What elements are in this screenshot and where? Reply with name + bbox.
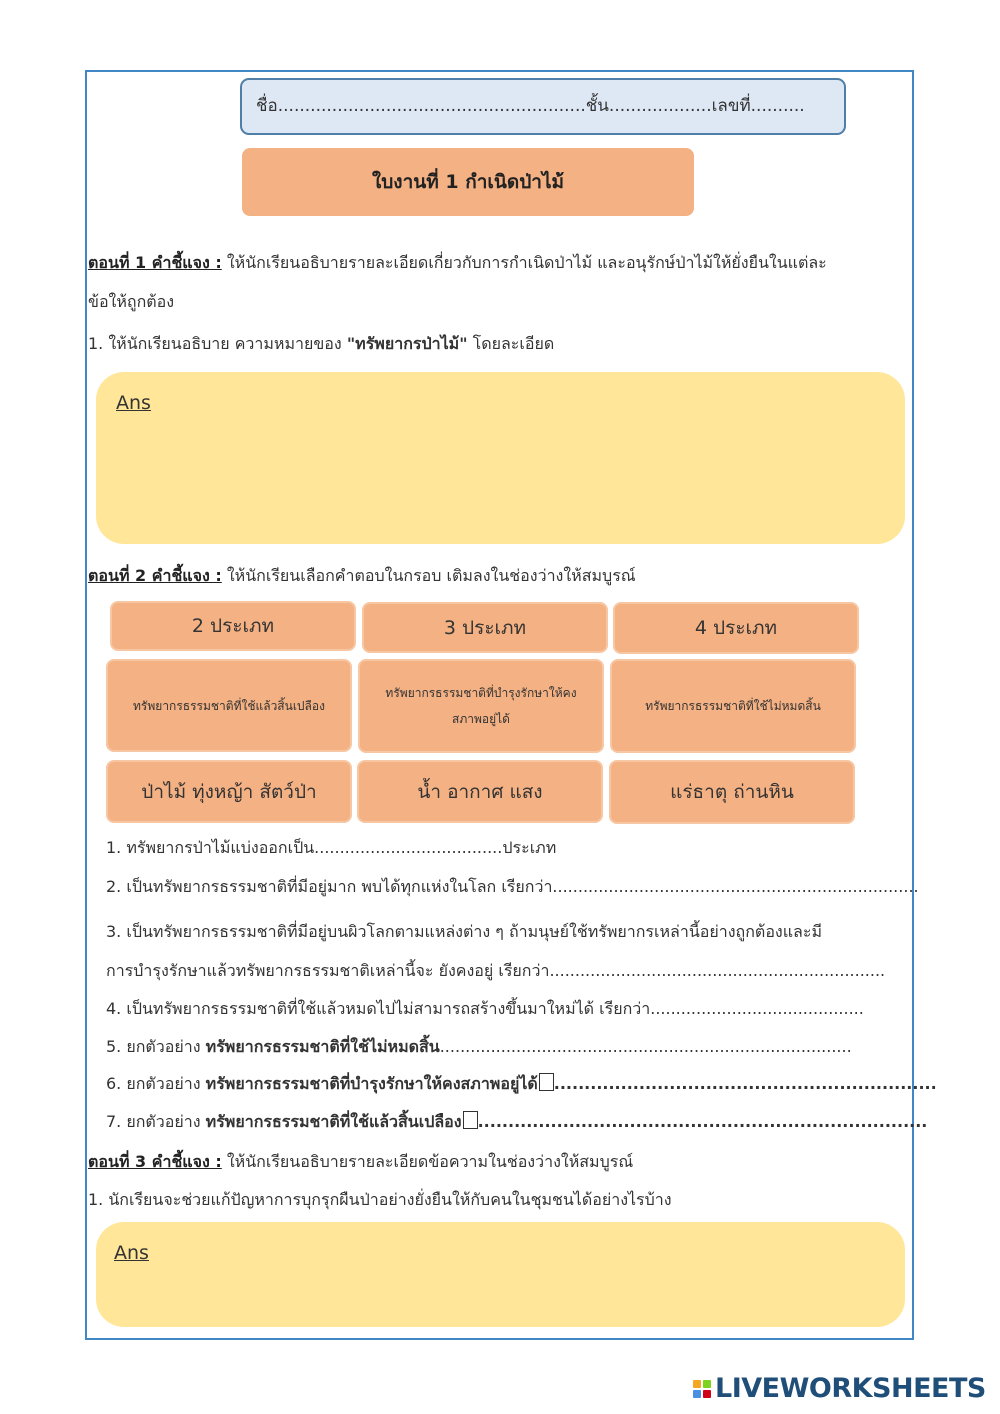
answer-box-part3[interactable] <box>96 1222 905 1327</box>
choice-forest-grass-wildlife[interactable]: ป่าไม้ ทุ่งหญ้า สัตว์ป่า <box>106 760 352 823</box>
part3-instruction-text: ให้นักเรียนอธิบายรายละเอียดข้อความในช่องว่างให้สมบูรณ์ <box>221 1152 634 1171</box>
worksheet-title: ใบงานที่ 1 กำเนิดป่าไม้ <box>242 148 694 216</box>
answer-box-part1[interactable] <box>96 372 905 544</box>
part2-question-3b[interactable]: การบำรุงรักษาแล้วทรัพยากรธรรมชาติเหล่านี้จะ ยังคงอยู่ เรียกว่า.................................................................. <box>106 961 886 980</box>
q6-blank[interactable]: ............................................................... <box>553 1074 937 1093</box>
checkbox-icon <box>463 1111 478 1129</box>
part1-instruction-cont: ข้อให้ถูกต้อง <box>88 292 175 311</box>
part1-heading: ตอนที่ 1 คำชี้แจง : <box>88 253 222 272</box>
part2-question-2[interactable]: 2. เป็นทรัพยากรธรรมชาติที่มีอยู่มาก พบได้ทุกแห่งในโลก เรียกว่า........................................................................ <box>106 877 919 896</box>
q7-blank[interactable]: .......................................................................... <box>477 1112 928 1131</box>
part1-question-1 <box>88 332 554 357</box>
q6-keyword: ทรัพยากรธรรมชาติที่บำรุงรักษาให้คงสภาพอยู่ได้ <box>205 1074 538 1093</box>
part2-instruction-text: ให้นักเรียนเลือกคำตอบในกรอบ เติมลงในช่องว่างให้สมบูรณ์ <box>221 566 636 585</box>
q5-prefix: 5. ยกตัวอย่าง <box>106 1037 206 1056</box>
answer-label: Ans <box>114 1242 149 1264</box>
part1-instruction <box>88 251 827 276</box>
part2-question-1[interactable]: 1. ทรัพยากรป่าไม้แบ่งออกเป็น.....................................ประเภท <box>106 838 557 857</box>
q6-prefix: 6. ยกตัวอย่าง <box>106 1074 206 1093</box>
part3-instruction <box>88 1150 633 1175</box>
logo-mark-icon <box>693 1380 711 1398</box>
q5-blank[interactable]: ................................................................................. <box>439 1037 852 1056</box>
answer-label: Ans <box>116 392 151 414</box>
part2-question-5[interactable] <box>106 1035 852 1060</box>
part3-question-1: 1. นักเรียนจะช่วยแก้ปัญหาการบุกรุกผืนป่าอย่างยั่งยืนให้กับคนในชุมชนได้อย่างไรบ้าง <box>88 1190 672 1209</box>
name-class-number-box[interactable]: ชื่อ.........................................................ชั้น...................เลขที่.......... <box>240 78 846 135</box>
choice-3-types[interactable]: 3 ประเภท <box>362 602 608 653</box>
liveworksheets-logo <box>693 1373 986 1404</box>
part1-q1-keyword: "ทรัพยากรป่าไม้" <box>346 334 468 353</box>
checkbox-icon <box>539 1073 554 1091</box>
part2-question-6[interactable] <box>106 1072 937 1097</box>
part2-question-7[interactable] <box>106 1110 927 1135</box>
choice-4-types[interactable]: 4 ประเภท <box>613 602 859 654</box>
choice-minerals-coal[interactable]: แร่ธาตุ ถ่านหิน <box>609 760 855 824</box>
part1-instruction-text: ให้นักเรียนอธิบายรายละเอียดเกี่ยวกับการกำเนิดป่าไม้ และอนุรักษ์ป่าไม้ให้ยั่งยืนในแต่ละ <box>221 253 827 272</box>
choice-water-air-light[interactable]: น้ำ อากาศ แสง <box>357 760 603 823</box>
q7-keyword: ทรัพยากรธรรมชาติที่ใช้แล้วสิ้นเปลือง <box>205 1112 462 1131</box>
part2-question-4[interactable]: 4. เป็นทรัพยากรธรรมชาติที่ใช้แล้วหมดไปไม่สามารถสร้างขึ้นมาใหม่ได้ เรียกว่า.......................................... <box>106 999 864 1018</box>
part3-heading: ตอนที่ 3 คำชี้แจง : <box>88 1152 222 1171</box>
q7-prefix: 7. ยกตัวอย่าง <box>106 1112 206 1131</box>
logo-text: LIVEWORKSHEETS <box>715 1373 986 1404</box>
choice-2-types[interactable]: 2 ประเภท <box>110 601 356 651</box>
q5-keyword: ทรัพยากรธรรมชาติที่ใช้ไม่หมดสิ้น <box>205 1037 440 1056</box>
choice-maintainable-resources[interactable]: ทรัพยากรธรรมชาติที่บำรุงรักษาให้คงสภาพอยู่ได้ <box>358 659 604 753</box>
part1-q1-suffix: โดยละเอียด <box>467 334 555 353</box>
choice-exhaustible-resources[interactable]: ทรัพยากรธรรมชาติที่ใช้แล้วสิ้นเปลือง <box>106 659 352 752</box>
part2-heading: ตอนที่ 2 คำชี้แจง : <box>88 566 222 585</box>
part2-question-3a: 3. เป็นทรัพยากรธรรมชาติที่มีอยู่บนผิวโลกตามแหล่งต่าง ๆ ถ้ามนุษย์ใช้ทรัพยากรเหล่านี้อย่างถูกต้องและมี <box>106 922 822 941</box>
part2-instruction <box>88 564 636 589</box>
part1-q1-prefix: 1. ให้นักเรียนอธิบาย ความหมายของ <box>88 334 347 353</box>
choice-inexhaustible-resources[interactable]: ทรัพยากรธรรมชาติที่ใช้ไม่หมดสิ้น <box>610 659 856 753</box>
